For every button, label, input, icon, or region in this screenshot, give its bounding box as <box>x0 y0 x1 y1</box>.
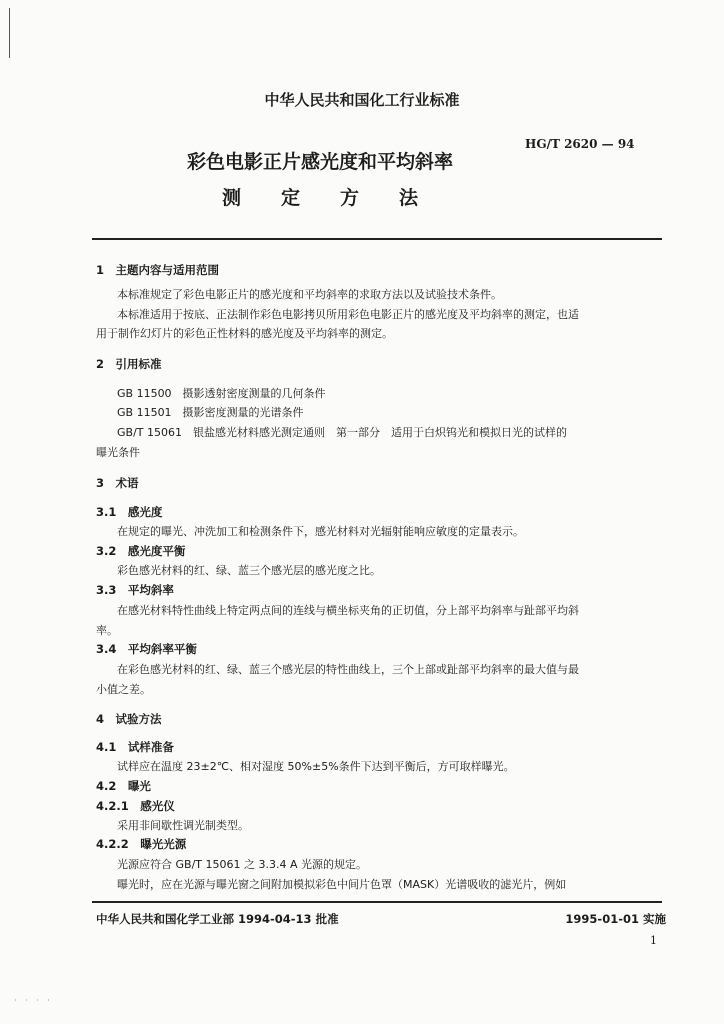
section-4-2-2-heading: 4.2.2 曝光光源 <box>96 837 187 851</box>
section-1-heading: 1 主题内容与适用范围 <box>96 263 220 277</box>
approval-line: 中华人民共和国化学工业部 1994-04-13 批准 <box>96 912 339 926</box>
section-3-1-heading: 3.1 感光度 <box>96 505 163 519</box>
page-number: 1 <box>650 934 657 947</box>
reference-gbt15061: GB/T 15061 银盐感光材料感光测定通则 第一部分 适用于白炽钨光和模拟日光的试样的 <box>117 426 567 439</box>
header-divider <box>92 238 662 240</box>
section-1-paragraph-1: 本标准规定了彩色电影正片的感光度和平均斜率的求取方法以及试验技术条件。 <box>117 288 502 301</box>
reference-gbt15061-cont: 曝光条件 <box>96 446 140 459</box>
section-4-1-heading: 4.1 试样准备 <box>96 740 174 754</box>
section-3-4-heading: 3.4 平均斜率平衡 <box>96 642 197 656</box>
section-3-2-heading: 3.2 感光度平衡 <box>96 544 186 558</box>
section-3-4-text-cont: 小值之差。 <box>96 683 151 696</box>
section-3-1-text: 在规定的曝光、冲洗加工和检测条件下，感光材料对光辐射能响应敏度的定量表示。 <box>117 525 524 538</box>
section-4-2-2-text-1: 光源应符合 GB/T 15061 之 3.3.4 A 光源的规定。 <box>117 858 367 871</box>
reference-gb11501: GB 11501 摄影密度测量的光谱条件 <box>117 406 304 419</box>
footer-divider <box>92 901 662 903</box>
section-3-heading: 3 术语 <box>96 476 139 490</box>
section-2-heading: 2 引用标准 <box>96 357 162 371</box>
section-1-paragraph-2-cont: 用于制作幻灯片的彩色正性材料的感光度及平均斜率的测定。 <box>96 327 393 340</box>
section-3-3-text-cont: 率。 <box>96 624 118 637</box>
document-subtitle: 测定方法 <box>221 187 458 209</box>
reference-gb11500: GB 11500 摄影透射密度测量的几何条件 <box>117 387 326 400</box>
implementation-date: 1995-01-01 实施 <box>565 912 666 926</box>
section-3-4-text: 在彩色感光材料的红、绿、蓝三个感光层的特性曲线上，三个上部或趾部平均斜率的最大值与最 <box>117 663 579 676</box>
section-1-paragraph-2: 本标准适用于按底、正法制作彩色电影拷贝所用彩色电影正片的感光度及平均斜率的测定，也适 <box>117 308 579 321</box>
standard-type: 中华人民共和国化工行业标准 <box>264 91 460 109</box>
scan-edge-mark <box>9 8 10 58</box>
section-3-3-text: 在感光材料特性曲线上特定两点间的连线与横坐标夹角的正切值，分上部平均斜率与趾部平均斜 <box>117 604 579 617</box>
standard-code: HG/T 2620 — 94 <box>525 137 635 151</box>
section-4-2-2-text-2: 曝光时，应在光源与曝光窗之间附加模拟彩色中间片色罩（MASK）光谱吸收的滤光片，例如 <box>117 878 567 891</box>
scan-noise: · · · · <box>14 996 53 1005</box>
document-title: 彩色电影正片感光度和平均斜率 <box>186 151 453 173</box>
section-3-3-heading: 3.3 平均斜率 <box>96 583 174 597</box>
section-3-2-text: 彩色感光材料的红、绿、蓝三个感光层的感光度之比。 <box>117 564 381 577</box>
section-4-heading: 4 试验方法 <box>96 712 162 726</box>
section-4-2-1-heading: 4.2.1 感光仪 <box>96 799 175 813</box>
section-4-2-heading: 4.2 曝光 <box>96 779 151 793</box>
section-4-2-1-text: 采用非间歇性调光制类型。 <box>117 819 249 832</box>
section-4-1-text: 试样应在温度 23±2℃、相对湿度 50%±5%条件下达到平衡后，方可取样曝光。 <box>117 760 515 773</box>
